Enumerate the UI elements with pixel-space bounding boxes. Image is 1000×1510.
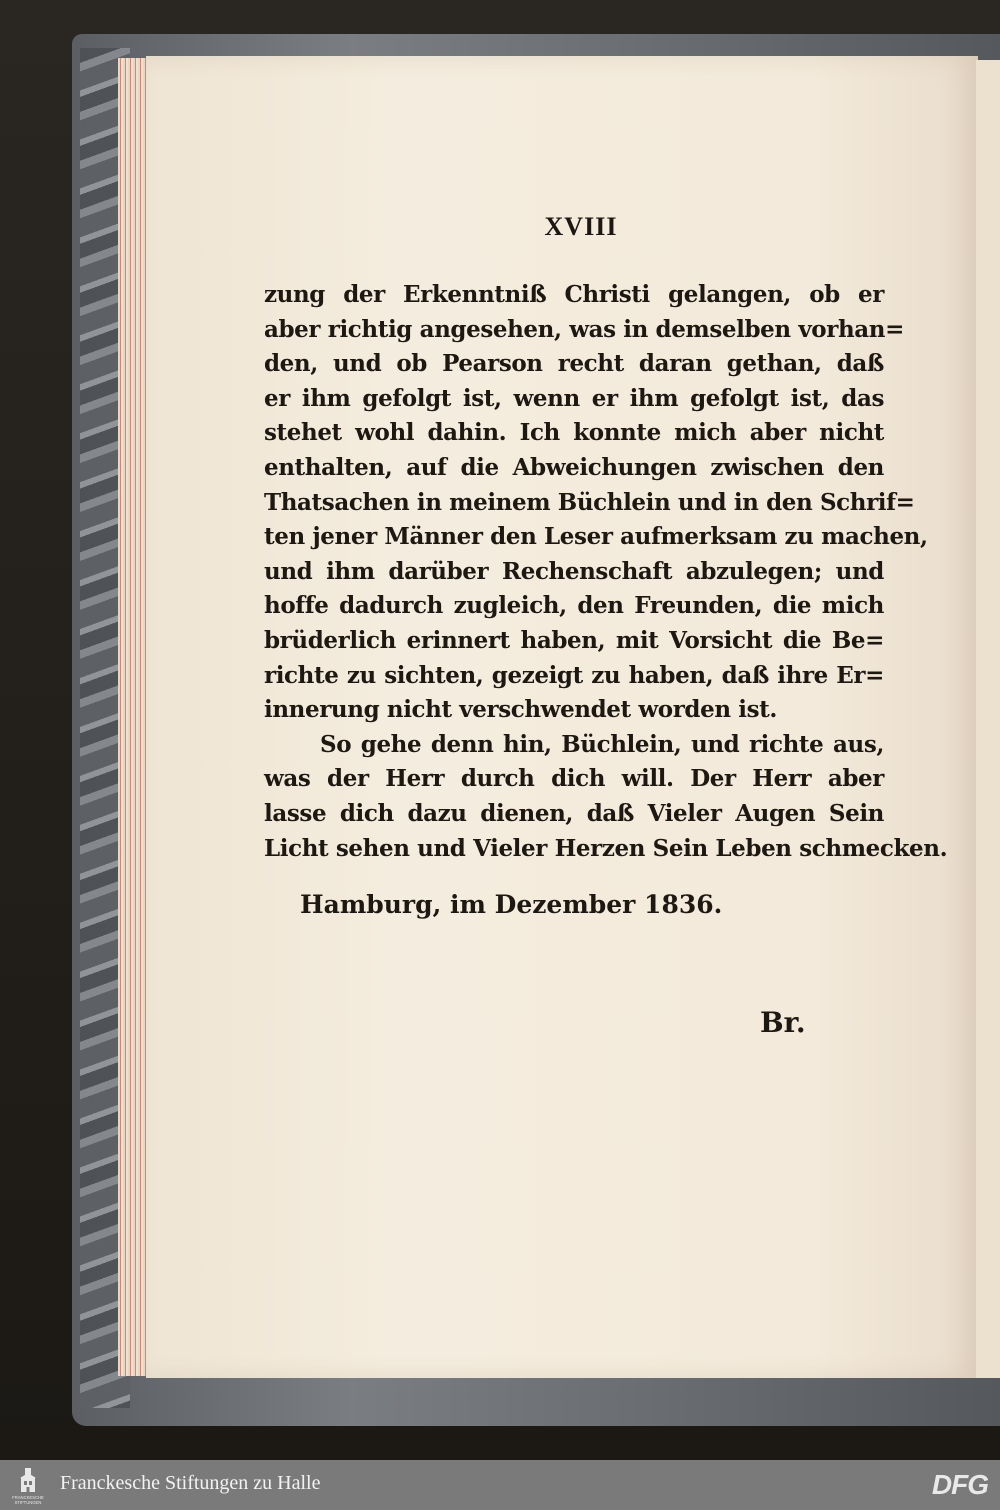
text-line: und ihm darüber Rechenschaft abzulegen; und	[264, 557, 884, 585]
text-line: Licht sehen und Vieler Herzen Sein Leben schmecken.	[264, 834, 948, 862]
text-line: lasse dich dazu dienen, daß Vieler Augen Sein	[264, 799, 884, 827]
text-line: enthalten, auf die Abweichungen zwischen den	[264, 453, 884, 481]
body-text	[264, 278, 948, 866]
text-line: brüderlich erinnert haben, mit Vorsicht die Be=	[264, 626, 884, 654]
facing-page-edge	[976, 60, 1000, 1378]
dfg-logo: DFG	[931, 1469, 988, 1500]
text-line: hoffe dadurch zugleich, den Freunden, die mich	[264, 592, 884, 620]
svg-text:STIFTUNGEN: STIFTUNGEN	[14, 1500, 42, 1505]
text-line: stehet wohl dahin. Ich konnte mich aber nicht	[264, 419, 884, 447]
place-date: Hamburg, im Dezember 1836.	[300, 890, 723, 919]
text-line: was der Herr durch dich will. Der Herr aber	[264, 765, 884, 793]
text-line: er ihm gefolgt ist, wenn er ihm gefolgt ist, das	[264, 384, 884, 412]
institution-name: Franckesche Stiftungen zu Halle	[60, 1472, 321, 1494]
page-number: XVIII	[544, 212, 618, 241]
text-line: zung der Erkenntniß Christi gelangen, ob er	[264, 281, 884, 308]
text-line: ten jener Männer den Leser aufmerksam zu machen,	[264, 523, 928, 551]
franckesche-stiftungen-logo	[8, 1464, 48, 1506]
svg-text:FRANCKESCHE: FRANCKESCHE	[12, 1495, 44, 1500]
text-line: So gehe denn hin, Büchlein, und richte aus,	[320, 730, 884, 758]
text-line: richte zu sichten, gezeigt zu haben, daß ihre Er=	[264, 661, 884, 689]
footer-bar	[0, 1460, 1000, 1510]
signature: Br.	[760, 1006, 806, 1039]
text-line: Thatsachen in meinem Büchlein und in den Schrif=	[264, 488, 915, 516]
text-line: innerung nicht verschwendet worden ist.	[264, 696, 777, 724]
text-line: aber richtig angesehen, was in demselben vorhan=	[264, 315, 904, 343]
text-line: den, und ob Pearson recht daran gethan, daß	[264, 350, 884, 378]
